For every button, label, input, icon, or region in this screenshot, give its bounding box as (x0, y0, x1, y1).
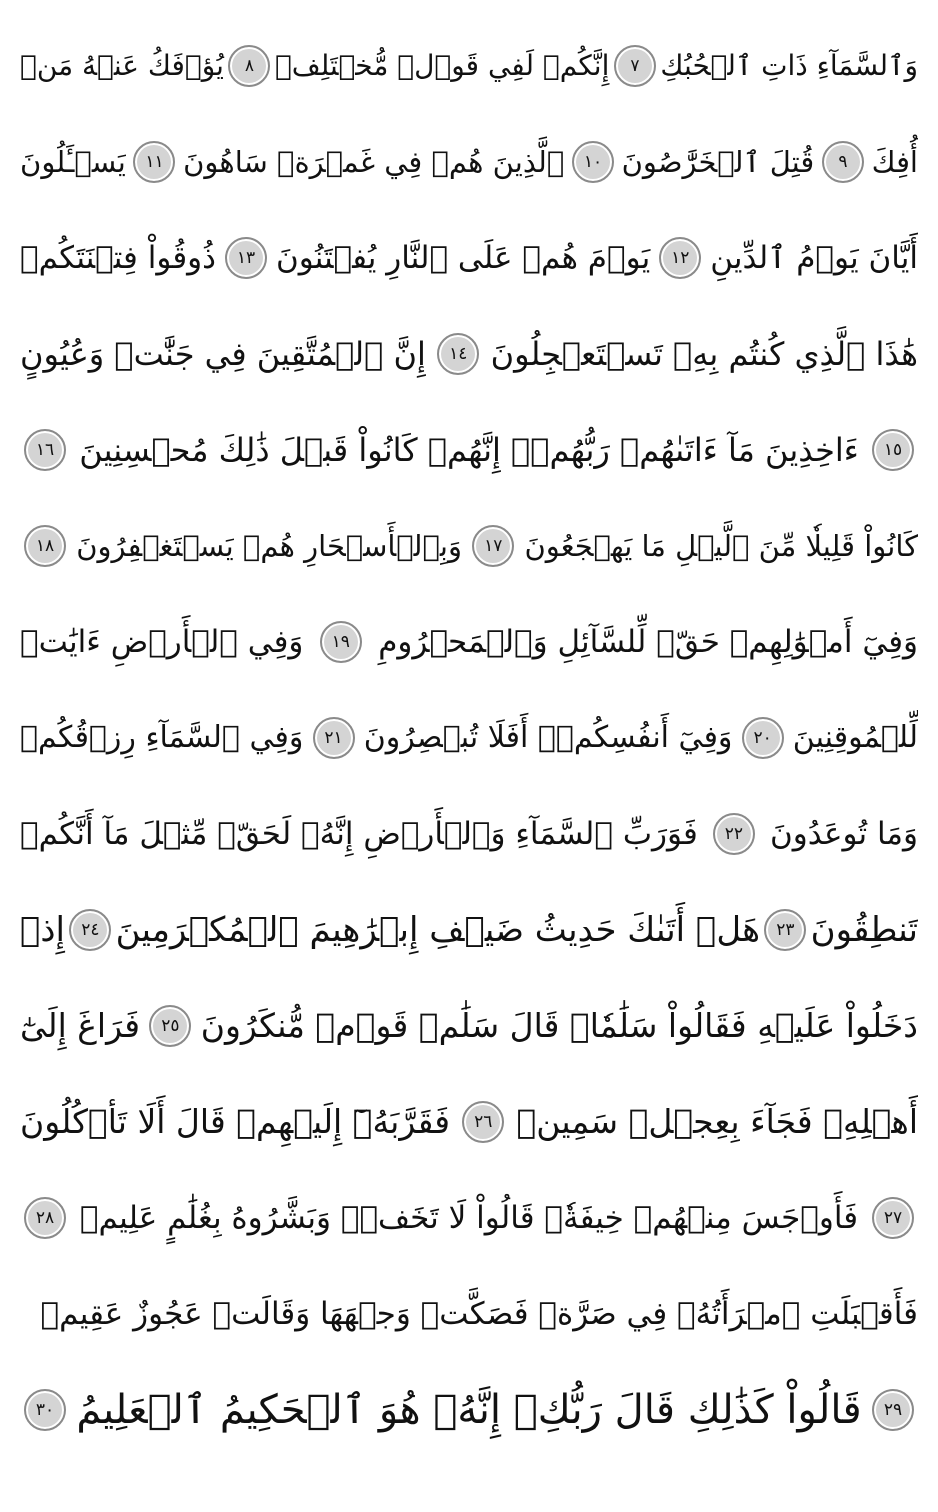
verse-text: وَمَا تُوعَدُونَ (769, 816, 918, 852)
ayah-number-marker: ١٧ (472, 525, 514, 567)
verse-text: قُتِلَ ٱلۡخَرَّٰصُونَ (621, 145, 815, 179)
verse-text: وَٱلسَّمَآءِ ذَاتِ ٱلۡحُبُكِ (660, 49, 918, 82)
verse-text: إِنَّكُمۡ لَفِي قَوۡلٖ مُّخۡتَلِفٖ (274, 49, 610, 82)
verse-line (20, 210, 918, 306)
verse-text: إِذۡ (20, 910, 65, 950)
verse-text: أَيَّانَ يَوۡمُ ٱلدِّينِ (710, 240, 918, 276)
verse-text: تَنطِقُونَ (810, 910, 918, 950)
ayah-number-marker: ١٤ (437, 333, 479, 375)
verse-line (20, 1074, 918, 1170)
ayah-number-marker: ٢٨ (24, 1197, 66, 1239)
verse-text: وَفِيٓ أَمۡوَٰلِهِمۡ حَقّٞ لِّلسَّآئِلِ وَٱلۡمَحۡرُومِ (378, 624, 918, 660)
verse-text: ءَاخِذِينَ مَآ ءَاتَىٰهُمۡ رَبُّهُمۡۚ إِنَّهُمۡ كَانُواْ قَبۡلَ ذَٰلِكَ مُحۡسِنِينَ (79, 431, 859, 469)
verse-text: هَٰذَا ٱلَّذِي كُنتُم بِهِۦ تَسۡتَعۡجِلُونَ (490, 335, 918, 373)
verse-line (20, 18, 918, 114)
verse-text: إِنَّ ٱلۡمُتَّقِينَ فِي جَنَّٰتٖ وَعُيُونٍ (20, 335, 426, 373)
ayah-number-marker: ١٨ (24, 525, 66, 567)
verse-text: قَالُواْ كَذَٰلِكِ قَالَ رَبُّكِۖ إِنَّهُۥ هُوَ ٱلۡحَكِيمُ ٱلۡعَلِيمُ (76, 1387, 862, 1433)
verse-text: يُؤۡفَكُ عَنۡهُ مَنۡ (20, 49, 224, 82)
verse-text: أَهۡلِهِۦ فَجَآءَ بِعِجۡلٖ سَمِينٖ (516, 1102, 918, 1141)
verse-text: لِّلۡمُوقِنِينَ (792, 720, 918, 755)
ayah-number-marker: ١٥ (872, 429, 914, 471)
ayah-number-marker: ١٠ (572, 141, 614, 183)
verse-text: فَرَاغَ إِلَىٰٓ (20, 1006, 141, 1045)
verse-line (20, 1170, 918, 1266)
ayah-number-marker: ٢٦ (462, 1101, 504, 1143)
ayah-number-marker: ٢٣ (764, 909, 806, 951)
verse-text: فَأَقۡبَلَتِ ٱمۡرَأَتُهُۥ فِي صَرَّةٖ فَصَكَّتۡ وَجۡهَهَا وَقَالَتۡ عَجُوزٌ عَقِيمٞ (40, 1296, 918, 1332)
verse-text: أُفِكَ (871, 145, 918, 179)
verse-line (20, 498, 918, 594)
ayah-number-marker: ٩ (822, 141, 864, 183)
ayah-number-marker: ١٣ (225, 237, 267, 279)
verse-line (20, 1266, 918, 1362)
verse-text: وَبِٱلۡأَسۡحَارِ هُمۡ يَسۡتَغۡفِرُونَ (76, 529, 462, 563)
verse-text: ٱلَّذِينَ هُمۡ فِي غَمۡرَةٖ سَاهُونَ (183, 145, 565, 179)
ayah-number-marker: ١٩ (320, 621, 362, 663)
verse-text: يَوۡمَ هُمۡ عَلَى ٱلنَّارِ يُفۡتَنُونَ (275, 240, 651, 276)
verse-text: وَفِيٓ أَنفُسِكُمۡۚ أَفَلَا تُبۡصِرُونَ (363, 720, 733, 755)
verse-line (20, 690, 918, 786)
verse-text: دَخَلُواْ عَلَيۡهِ فَقَالُواْ سَلَٰمٗاۖ قَالَ سَلَٰمٞ قَوۡمٞ مُّنكَرُونَ (200, 1006, 918, 1045)
verse-line (20, 786, 918, 882)
ayah-number-marker: ٢٤ (69, 909, 111, 951)
ayah-number-marker: ٢٧ (872, 1197, 914, 1239)
ayah-number-marker: ٢٠ (742, 717, 784, 759)
verse-line (20, 306, 918, 402)
verse-lines (20, 18, 918, 1458)
verse-text: وَفِي ٱلسَّمَآءِ رِزۡقُكُمۡ (20, 720, 304, 755)
ayah-number-marker: ٣٠ (24, 1389, 66, 1431)
verse-line (20, 1362, 918, 1458)
verse-text: فَقَرَّبَهُۥٓ إِلَيۡهِمۡ قَالَ أَلَا تَأۡكُلُونَ (20, 1102, 451, 1141)
verse-text: فَأَوۡجَسَ مِنۡهُمۡ خِيفَةٗۖ قَالُواْ لَا تَخَفۡۖ وَبَشَّرُوهُ بِغُلَٰمٍ عَلِيمٖ (79, 1200, 859, 1236)
verse-text: هَلۡ أَتَىٰكَ حَدِيثُ ضَيۡفِ إِبۡرَٰهِيمَ ٱلۡمُكۡرَمِينَ (115, 910, 761, 950)
ayah-number-marker: ١٢ (659, 237, 701, 279)
verse-text: يَسۡـَٔلُونَ (20, 145, 126, 179)
ayah-number-marker: ٢٥ (149, 1005, 191, 1047)
ayah-number-marker: ٧ (614, 45, 656, 87)
ayah-number-marker: ١١ (133, 141, 175, 183)
ayah-number-marker: ٢٩ (872, 1389, 914, 1431)
ayah-number-marker: ٨ (228, 45, 270, 87)
ayah-number-marker: ١٦ (24, 429, 66, 471)
verse-line (20, 402, 918, 498)
ayah-number-marker: ٢١ (313, 717, 355, 759)
verse-line (20, 978, 918, 1074)
verse-text: ذُوقُواْ فِتۡنَتَكُمۡ (20, 240, 216, 276)
verse-text: وَفِي ٱلۡأَرۡضِ ءَايَٰتٞ (20, 624, 304, 660)
verse-line (20, 594, 918, 690)
verse-line (20, 114, 918, 210)
verse-text: كَانُواْ قَلِيلٗا مِّنَ ٱلَّيۡلِ مَا يَهۡجَعُونَ (524, 529, 918, 563)
verse-text: فَوَرَبِّ ٱلسَّمَآءِ وَٱلۡأَرۡضِ إِنَّهُۥ لَحَقّٞ مِّثۡلَ مَآ أَنَّكُمۡ (20, 816, 698, 852)
ayah-number-marker: ٢٢ (713, 813, 755, 855)
verse-line (20, 882, 918, 978)
